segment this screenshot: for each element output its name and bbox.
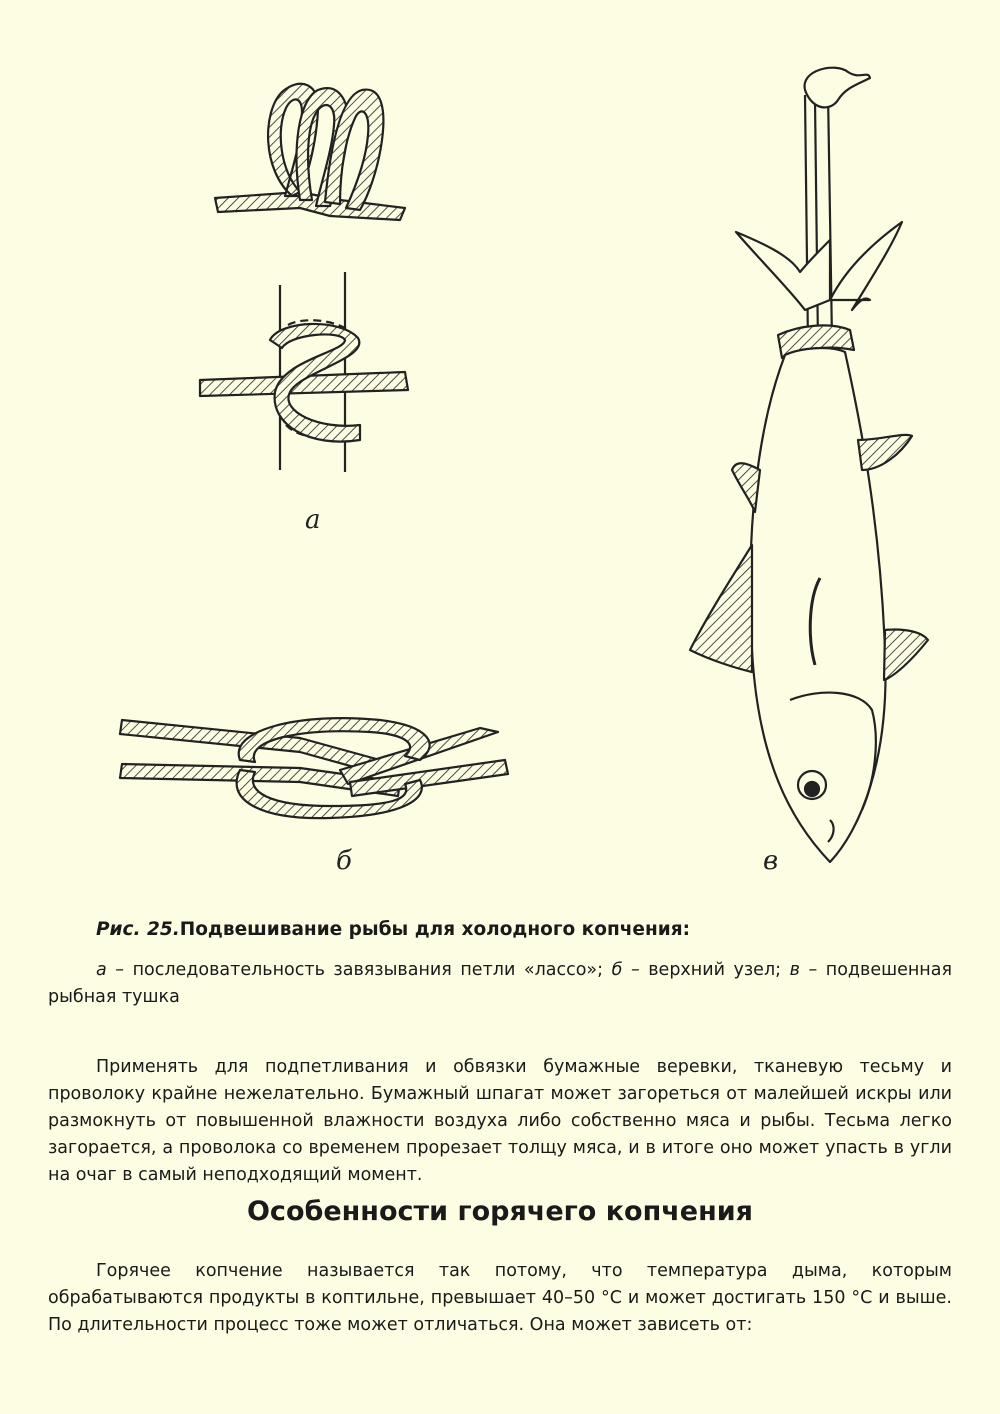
figure-caption-title — [96, 919, 690, 940]
body-paragraph-1: Применять для подпетливания и обвязки бумажные веревки, тканевую тесьму и проволоку крайне нежелательно. Бумажный шпагат может загореться от малейшей искры или размокнуть от повышенной влажности воздуха либо собственно мяса и рыбы. Тесьма легко загорается, а проволока со временем прорезает толщу мяса, и в итоге оно может упасть в угли на очаг в самый неподходящий момент. — [48, 1057, 952, 1185]
letter-v: в — [763, 846, 779, 876]
letter-b: б — [336, 846, 352, 876]
figure-title: Подвешивание рыбы для холодного копчения: — [179, 919, 690, 940]
caption-letter-a: а — [96, 960, 107, 980]
letter-a: а — [305, 505, 321, 535]
hanging-fish-drawing — [690, 68, 928, 862]
figure-caption-legend — [48, 957, 952, 1011]
caption-item-b: – верхний узел; — [622, 960, 790, 980]
lasso-knot-drawing — [200, 272, 408, 472]
caption-item-a: – последовательность завязывания петли «лассо»; — [106, 960, 612, 980]
section-heading: Особенности горячего копчения — [246, 1196, 753, 1227]
caption-letter-v: в — [789, 960, 800, 980]
figure-number: Рис. 25. — [96, 919, 180, 940]
lasso-loop-drawing — [215, 84, 405, 220]
body-paragraph-2: Горячее копчение называется так потому, что температура дыма, которым обрабатываются продукты в коптильне, превышает 40–50 °C и может достигать 150 °C и выше. По длительности процесс тоже может отличаться. Она может зависеть от: — [48, 1261, 952, 1335]
top-knot-drawing — [120, 718, 508, 818]
caption-letter-b: б — [611, 960, 623, 980]
caption-item-v: – подвешенная рыбная тушка — [48, 960, 952, 1007]
